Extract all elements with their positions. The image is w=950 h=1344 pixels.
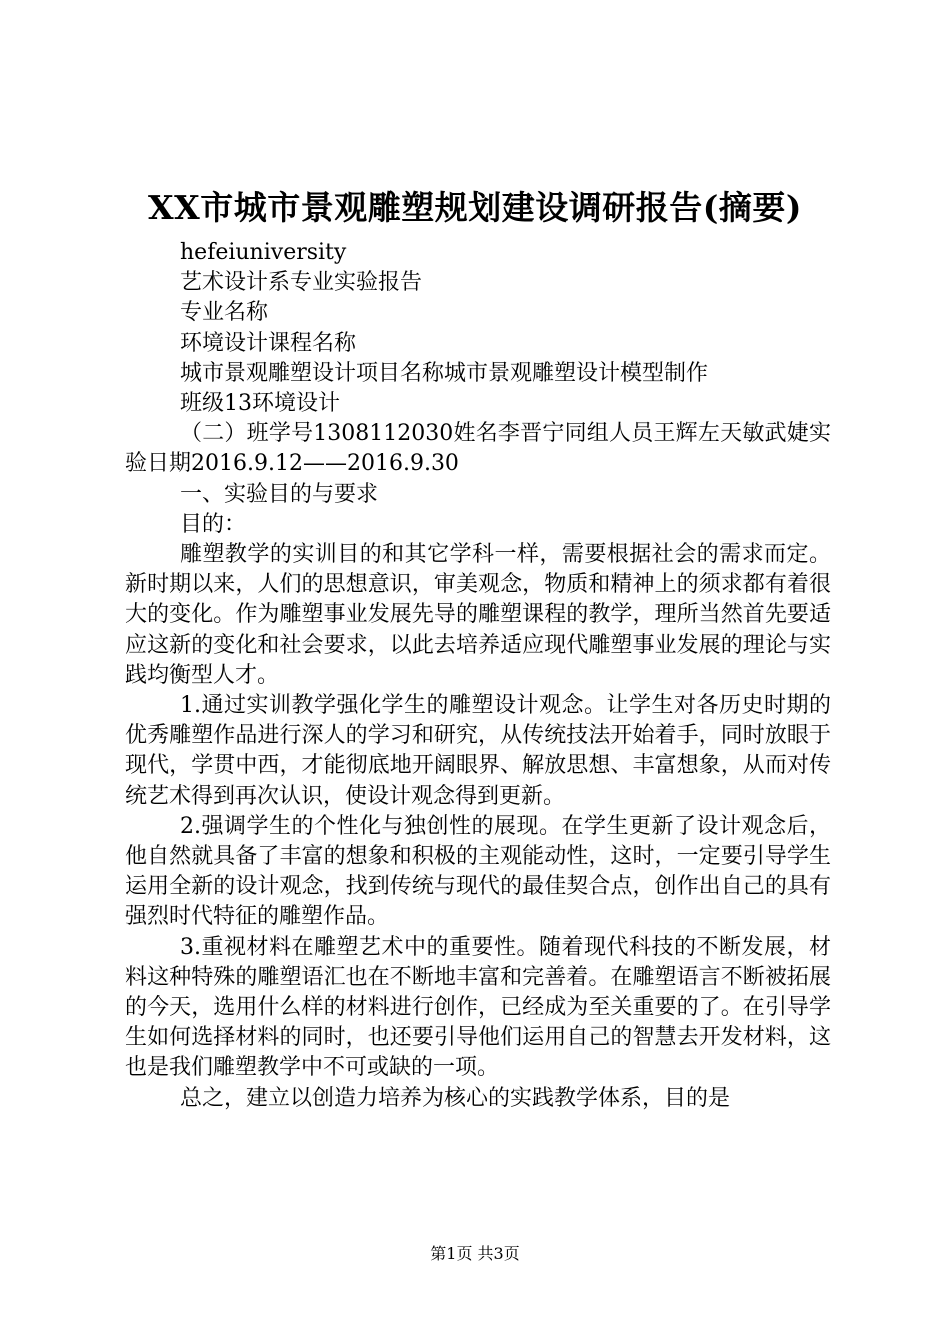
body-paragraph: 雕塑教学的实训目的和其它学科一样，需要根据社会的需求而定。新时期以来，人们的思想意识，审美观念，物质和精神上的须求都有着很大的变化。作为雕塑事业发展先导的雕塑课程的教学，理所当然首先要适应这新的变化和社会要求，以此去培养适应现代雕塑事业发展的理论与实践均衡型人才。 — [125, 542, 831, 688]
header-line-report-type: 艺术设计系专业实验报告 — [180, 270, 423, 296]
document-body — [125, 238, 831, 1114]
body-paragraph: 总之，建立以创造力培养为核心的实践教学体系，目的是 — [180, 1085, 731, 1111]
header-line-university: hefeiuniversity — [180, 240, 347, 265]
header-line-major: 专业名称 — [180, 300, 269, 326]
page-footer: 第1页 共3页 — [430, 1244, 520, 1263]
body-paragraph: 2.强调学生的个性化与独创性的展现。在学生更新了设计观念后，他自然就具备了丰富的想象和积极的主观能动性，这时，一定要引导学生运用全新的设计观念，找到传统与现代的最佳契合点，创作出自己的具有强烈时代特征的雕塑作品。 — [125, 813, 831, 930]
purpose-label: 目的： — [180, 511, 247, 537]
body-paragraph: 1.通过实训教学强化学生的雕塑设计观念。让学生对各历史时期的优秀雕塑作品进行深人的学习和研究，从传统技法开始着手，同时放眼于现代，学贯中西，才能彻底地开阔眼界、解放思想、丰富想象，从而对传统艺术得到再次认识，使设计观念得到更新。 — [125, 693, 831, 809]
header-line-course: 环境设计课程名称 — [180, 330, 357, 356]
body-paragraph: 3.重视材料在雕塑艺术中的重要性。随着现代科技的不断发展，材料这种特殊的雕塑语汇也在不断地丰富和完善着。在雕塑语言不断被拓展的今天，选用什么样的材料进行创作，已经成为至关重要的了。在引导学生如何选择材料的同时，也还要引导他们运用自己的智慧去开发材料，这也是我们雕塑教学中不可或缺的一项。 — [125, 934, 831, 1081]
header-line-class: 班级13环境设计 — [180, 391, 340, 417]
section-heading: 一、实验目的与要求 — [180, 481, 379, 507]
info-paragraph: （二）班学号1308112030姓名李晋宁同组人员王辉左天敏武婕实验日期2016.9.12——2016.9.30 — [125, 421, 831, 477]
header-line-project: 城市景观雕塑设计项目名称城市景观雕塑设计模型制作 — [180, 360, 709, 386]
document-title: XX市城市景观雕塑规划建设调研报告(摘要) — [148, 188, 802, 227]
